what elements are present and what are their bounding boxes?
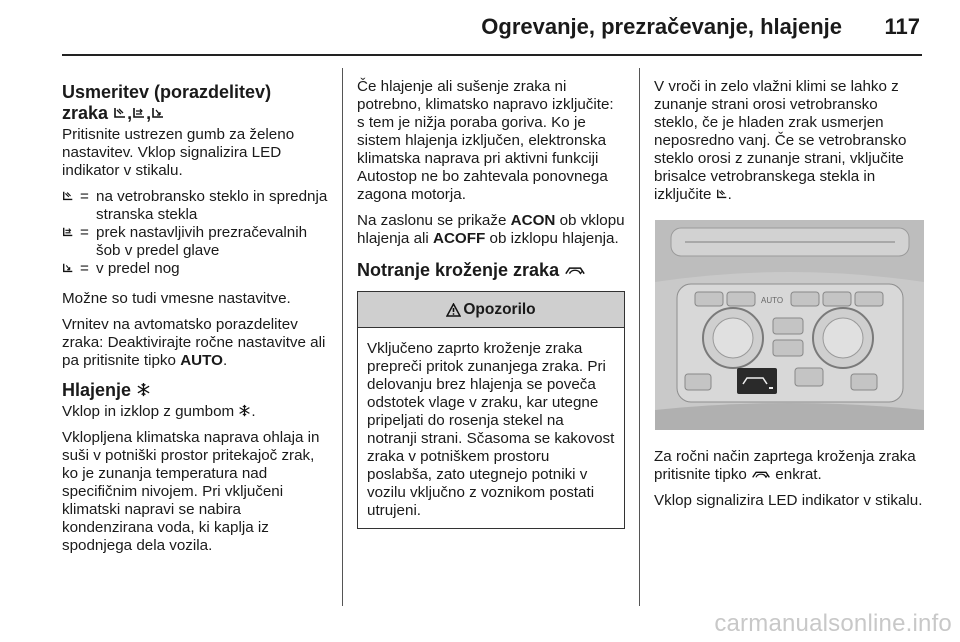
air-distribution-heading xyxy=(62,82,330,124)
windshield-airflow-icon xyxy=(716,188,728,200)
recirculation-heading-text: Notranje kroženje zraka xyxy=(357,260,560,280)
warning-triangle-icon xyxy=(446,303,461,317)
foot-airflow-icon xyxy=(151,106,165,120)
mixed-settings-note: Možne so tudi vmesne nastavitve. xyxy=(62,290,291,307)
display-text: ob vklopu hlajenja ali xyxy=(357,212,625,247)
air-distribution-definitions xyxy=(62,188,330,278)
auto-distribution-paragraph xyxy=(62,316,330,370)
air-distribution-heading-line2: zraka xyxy=(62,103,109,123)
warning-header xyxy=(358,292,624,328)
recirculation-manual-text: Za ročni način zaprtega kroženja zraka pritisnite tipko xyxy=(654,448,916,483)
fogging-text-end: . xyxy=(727,186,732,203)
warning-title: Opozorilo xyxy=(463,300,536,318)
auto-text: Vrnitev na avtomatsko porazdelitev zraka: Deaktivirajte ročne nastavitve ali pa pritisnite tipko xyxy=(62,316,326,369)
watermark: carmanualsonline.info xyxy=(714,610,952,637)
fogging-paragraph xyxy=(654,78,924,204)
page-number: 117 xyxy=(884,14,920,39)
recirculation-heading xyxy=(357,260,625,281)
column-divider-1 xyxy=(342,68,343,606)
page-header-title: Ogrevanje, prezračevanje, hlajenje xyxy=(481,14,842,39)
recirculation-manual-text-end: enkrat. xyxy=(771,466,822,483)
led-indicator-paragraph: Vklop signalizira LED indikator v stikalu. xyxy=(654,492,923,509)
cooling-heading xyxy=(62,380,330,401)
climate-panel-illustration xyxy=(655,220,924,430)
foot-airflow-icon xyxy=(62,262,74,274)
acoff-label: ACOFF xyxy=(433,230,486,247)
head-airflow-icon xyxy=(132,106,146,120)
display-text: Na zaslonu se prikaže xyxy=(357,212,511,229)
display-paragraph xyxy=(357,212,625,248)
disable-ac-paragraph: Če hlajenje ali sušenje zraka ni potrebno, klimatsko napravo izključite: s tem je nižja poraba goriva. Ko je sistem hlajenja izključen, elektronska klimatska naprava pri aktivni funkciji Autostop ne bo zahtevala ponovnega zagona motorja. xyxy=(357,78,614,203)
heading-separator: , xyxy=(146,103,152,123)
definition-text: na vetrobransko steklo in sprednja stranska stekla xyxy=(96,188,328,223)
acon-label: ACON xyxy=(510,212,556,229)
recirculation-icon xyxy=(564,263,586,277)
column-1 xyxy=(62,78,330,563)
definition-text: prek nastavljivih prezračevalnih šob v predel glave xyxy=(96,224,308,259)
cooling-toggle-text: Vklop in izklop z gumbom xyxy=(62,403,239,420)
definition-equals: = xyxy=(80,260,89,277)
definition-text: v predel nog xyxy=(96,260,180,277)
definition-row xyxy=(62,260,330,278)
head-airflow-icon xyxy=(62,226,74,238)
definition-equals: = xyxy=(80,188,89,205)
air-distribution-intro: Pritisnite ustrezen gumb za želeno nastavitev. Vklop signalizira LED indikator v stikalu. xyxy=(62,126,295,179)
fogging-text: V vroči in zelo vlažni klimi se lahko z zunanje strani orosi vetrobransko steklo, če je hladen zrak usmerjen neposredno vanj. Če se vetrobransko steklo orosi z zunanje strani, vključite brisalce vetrobranskega stekla in izključite xyxy=(654,78,907,203)
air-distribution-heading-line1: Usmeritev (porazdelitev) xyxy=(62,82,272,102)
windshield-airflow-icon xyxy=(62,190,74,202)
climate-control-panel-photo xyxy=(655,220,924,430)
header-divider xyxy=(62,54,922,56)
definition-row xyxy=(62,224,330,260)
column-divider-2 xyxy=(639,68,640,606)
snowflake-icon xyxy=(136,382,151,397)
display-text: ob izklopu hlajenja. xyxy=(485,230,619,247)
recirculation-button-highlight xyxy=(737,368,777,394)
definition-equals: = xyxy=(80,224,89,241)
definition-row xyxy=(62,188,330,224)
snowflake-icon xyxy=(238,404,251,417)
cooling-body: Vklopljena klimatska naprava ohlaja in suši v potniški prostor pritekajoč zrak, ko je zunanja temperatura nad specifičnim nivojem. Pri vključeni klimatski napravi se nabira kondenzirana voda, ki kaplja iz spodnjega dela vozila. xyxy=(62,429,320,554)
warning-box xyxy=(357,291,625,529)
windshield-airflow-icon xyxy=(113,106,127,120)
column-3 xyxy=(654,78,924,518)
auto-button-label: AUTO xyxy=(761,296,784,305)
column-2 xyxy=(357,78,625,529)
heading-separator: , xyxy=(127,103,133,123)
recirculation-manual-paragraph xyxy=(654,448,924,484)
cooling-toggle-end: . xyxy=(251,403,256,420)
auto-key: AUTO xyxy=(180,352,223,369)
warning-body: Vključeno zaprto kroženje zraka prepreči pritok zunanjega zraka. Pri delovanju brez hlajenja se poveča odstotek vlage v zraku, kar utegne pripeljati do rosenja stekel na notranji strani. Sčasoma se kakovost zraka v potniškem prostoru poslabša, zato utegnejo potniki v vozilu vključno z voznikom postati utrujeni. xyxy=(367,340,615,519)
cooling-toggle-paragraph xyxy=(62,403,330,421)
recirculation-icon xyxy=(751,468,771,480)
auto-text-end: . xyxy=(222,352,228,369)
cooling-heading-text: Hlajenje xyxy=(62,380,132,400)
